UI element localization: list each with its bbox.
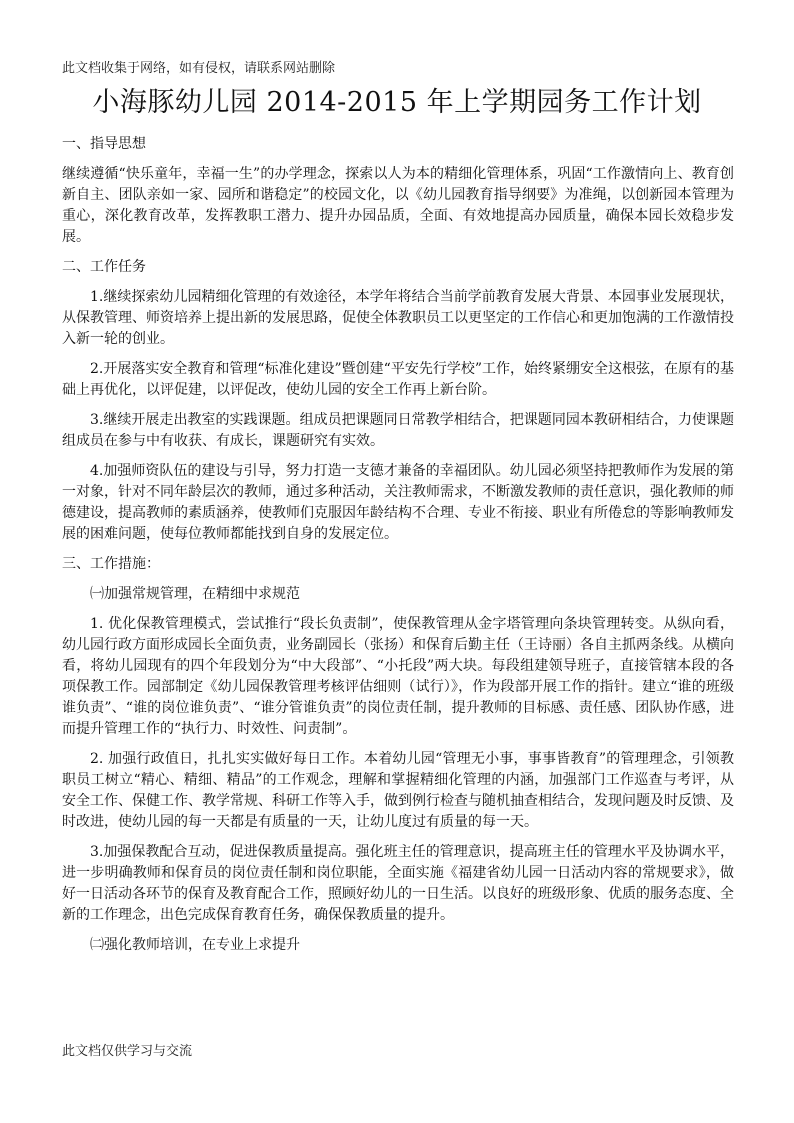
section-heading-tasks: 二、工作任务 xyxy=(62,259,146,275)
document-body xyxy=(62,134,734,965)
document-title: 小海豚幼儿园 2014-2015 年上学期园务工作计划 xyxy=(92,87,702,118)
subheading-routine-management: ㈠加强常规管理，在精细中求规范 xyxy=(90,586,300,602)
paragraph-measure-3: 3.加强保教配合互动，促进保教质量提高。强化班主任的管理意识，提高班主任的管理水平及协调水平，进一步明确教师和保育员的岗位责任制和岗位职能，全面实施《福建省幼儿园一日活动内容的常规要求》，做好一日活动各环节的保育及教育配合工作，照顾好幼儿的一日生活。以良好的班级形象、优质的服务态度、全新的工作理念，出色完成保育教育任务，确保保教质量的提升。 xyxy=(62,844,734,923)
paragraph-task-1: 1.继续探索幼儿园精细化管理的有效途径，本学年将结合当前学前教育发展大背景、本园事业发展现状，从保教管理、师资培养上提出新的发展思路，促使全体教职员工以更坚定的工作信心和更加饱满的工作激情投入新一轮的创业。 xyxy=(62,289,734,347)
section-heading-guiding: 一、指导思想 xyxy=(62,136,146,152)
paragraph-task-3: 3.继续开展走出教室的实践课题。组成员把课题同日常教学相结合，把课题同园本教研相结合，力使课题组成员在参与中有收获、有成长，课题研究有实效。 xyxy=(62,412,734,449)
paragraph-measure-2: 2. 加强行政值日，扎扎实实做好每日工作。本着幼儿园“管理无小事，事事皆教育”的管理理念，引领教职员工树立“精心、精细、精品”的工作观念，理解和掌握精细化管理的内涵，加强部门工作巡查与考评，从安全工作、保健工作、教学常规、科研工作等入手，做到例行检查与随机抽查相结合，发现问题及时反馈、及时改进，使幼儿园的每一天都是有质量的一天，让幼儿度过有质量的每一天。 xyxy=(62,751,734,830)
paragraph-guiding: 继续遵循“快乐童年，幸福一生”的办学理念，探索以人为本的精细化管理体系，巩固“工作激情向上、教育创新自主、团队亲如一家、园所和谐稳定”的校园文化，以《幼儿园教育指导纲要》为准绳，以创新园本管理为重心，深化教育改革，发挥教职工潜力、提升办园品质，全面、有效地提高办园质量，确保本园长效稳步发展。 xyxy=(62,166,734,245)
footer-note: 此文档仅供学习与交流 xyxy=(62,1044,193,1059)
paragraph-measure-1: 1. 优化保教管理模式，尝试推行“段长负责制”，使保教管理从金字塔管理向条块管理转变。从纵向看，幼儿园行政方面形成园长全面负责，业务副园长（张扬）和保育后勤主任（王诗丽）各自主抓两条线。从横向看，将幼儿园现有的四个年段划分为“中大段部”、“小托段”两大块。每段组建领导班子，直接管辖本段的各项保教工作。园部制定《幼儿园保教管理考核评估细则（试行）》，作为段部开展工作的指针。建立“谁的班级谁负责”、“谁的岗位谁负责”、“谁分管谁负责”的岗位责任制，提升教师的目标感、责任感、团队协作感，进而提升管理工作的“执行力、时效性、问责制”。 xyxy=(62,616,734,737)
header-note: 此文档收集于网络，如有侵权，请联系网站删除 xyxy=(62,61,336,76)
paragraph-task-2: 2.开展落实安全教育和管理“标准化建设”暨创建“平安先行学校”工作，始终紧绷安全这根弦，在原有的基础上再优化，以评促建，以评促改，使幼儿园的安全工作再上新台阶。 xyxy=(62,361,734,398)
section-heading-measures: 三、工作措施： xyxy=(62,556,160,572)
subheading-teacher-training: ㈡强化教师培训，在专业上求提升 xyxy=(90,937,300,953)
paragraph-task-4: 4.加强师资队伍的建设与引导，努力打造一支德才兼备的幸福团队。幼儿园必须坚持把教师作为发展的第一对象，针对不同年龄层次的教师，通过多种活动，关注教师需求，不断激发教师的责任意识，强化教师的师德建设，提高教师的素质涵养，使教师们克服因年龄结构不合理、专业不衔接、职业有所倦怠的等影响教师发展的困难问题，使每位教师都能找到自身的发展定位。 xyxy=(62,463,734,542)
